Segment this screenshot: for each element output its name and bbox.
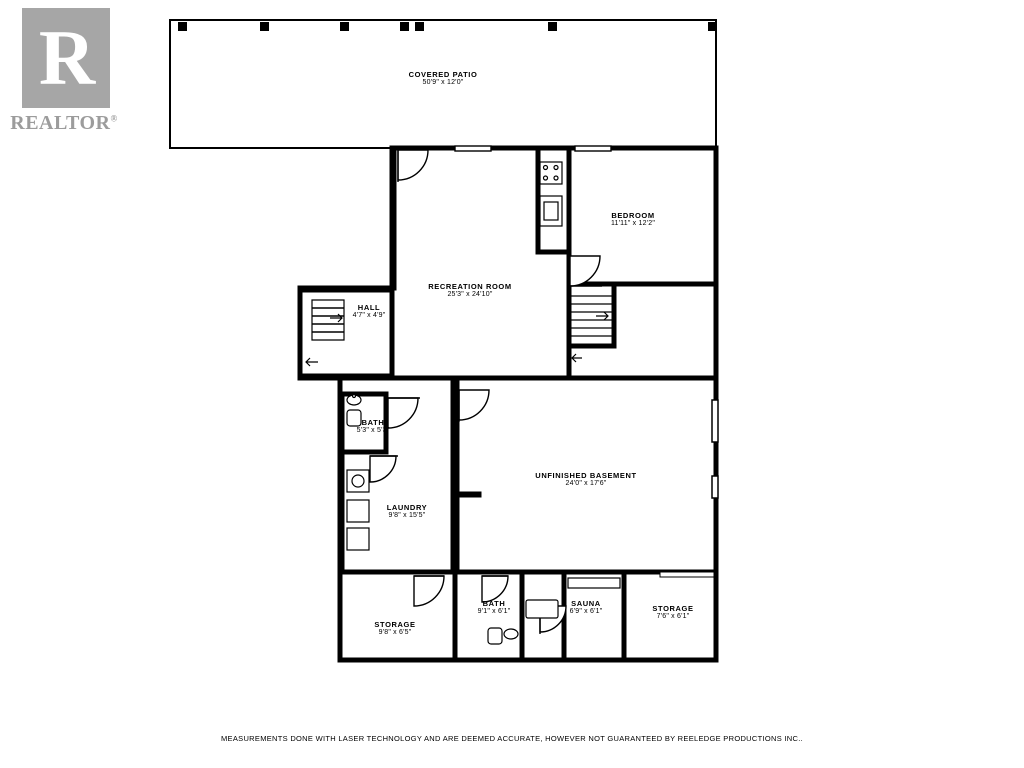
realtor-logo [8,8,120,148]
room-dimensions: 6'9" x 6'1" [569,608,603,616]
room-name: UNFINISHED BASEMENT [535,471,637,480]
basement-walls [300,148,716,660]
room-name: LAUNDRY [386,503,428,512]
room-dimensions: 24'0" x 17'6" [565,480,607,488]
realtor-logo-letter: R [38,14,94,101]
registered-trademark-symbol: ® [110,113,118,124]
room-dimensions: 25'3" x 24'10" [447,291,493,299]
room-name: BEDROOM [611,211,655,220]
room-dimensions: 7'6" x 6'1" [656,613,690,621]
room-name: HALL [357,303,381,312]
room-name: BATH [361,418,385,427]
disclaimer-text: MEASUREMENTS DONE WITH LASER TECHNOLOGY AND ARE DEEMED ACCURATE, HOWEVER NOT GUARANTEED BY REELEDGE PRODUCTIONS INC.. [221,734,803,743]
covered-patio-outline [170,20,717,148]
room-name: SAUNA [571,599,601,608]
room-name: BATH [482,599,506,608]
room-name: STORAGE [374,620,416,629]
room-dimensions: 5'3" x 5'3" [356,427,390,435]
room-dimensions: 11'11" x 12'2" [610,220,656,228]
room-dimensions: 4'7" x 4'9" [352,312,386,320]
room-dimensions: 9'8" x 15'5" [388,512,426,520]
room-name: RECREATION ROOM [428,282,512,291]
realtor-wordmark [8,112,120,135]
room-name: STORAGE [652,604,694,613]
room-dimensions: 50'9" x 12'0" [422,79,464,87]
room-dimensions: 9'1" x 6'1" [477,608,511,616]
realtor-wordmark-text: REALTOR [10,112,111,134]
room-name: COVERED PATIO [408,70,478,79]
room-dimensions: 9'8" x 6'5" [378,629,412,637]
